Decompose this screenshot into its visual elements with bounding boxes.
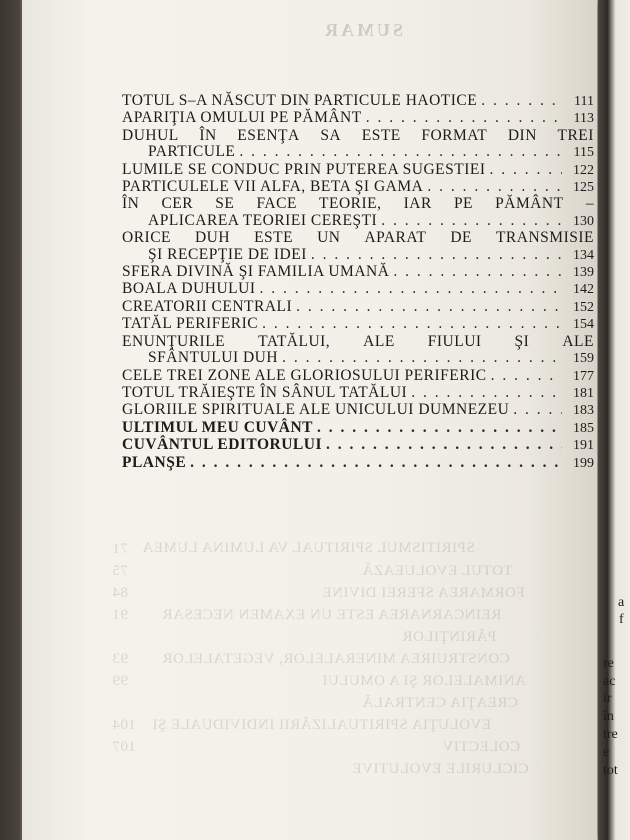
next-page-fragment: f xyxy=(619,612,624,627)
toc-entry xyxy=(122,281,594,298)
bleed-through-line: CICLURILE EVOLUTIVE xyxy=(352,761,529,777)
toc-entry xyxy=(122,420,594,437)
toc-entry-title: LUMILE SE CONDUC PRIN PUTEREA SUGESTIEI xyxy=(122,160,486,178)
bleed-through-page: 93 xyxy=(112,651,128,667)
toc-entry-title: PLANŞE xyxy=(122,453,187,471)
next-page-fragment: re xyxy=(603,656,614,671)
leader-dots xyxy=(326,437,562,453)
bleed-through-line: COLECTIV xyxy=(442,739,521,755)
toc-entry-page: 115 xyxy=(573,145,594,161)
next-page-fragment: în xyxy=(603,709,614,724)
toc-entry-title-line2: ŞI RECEPŢIE DE IDEI xyxy=(148,245,307,263)
toc-entry xyxy=(122,196,594,230)
toc-entry-page: 191 xyxy=(573,438,594,454)
toc-entry-title: PARTICULELE VII ALFA, BETA ŞI GAMA xyxy=(122,178,424,196)
toc-entry-page: 177 xyxy=(573,368,594,384)
toc-entry-title-line1: DUHUL ÎN ESENŢA SA ESTE FORMAT DIN TREI xyxy=(122,126,594,144)
toc-entry-title-line1: ORICE DUH ESTE UN APARAT DE TRANSMISIE xyxy=(122,229,594,247)
toc-entry xyxy=(122,402,594,419)
toc-entry-page: 181 xyxy=(573,385,594,401)
toc-entry xyxy=(122,455,594,472)
toc-entry xyxy=(122,179,594,196)
toc-entry-title-line1: ÎN CER SE FACE TEORIE, IAR PE PĂMÂNT – xyxy=(122,195,594,213)
bleed-through-page: 71 xyxy=(112,541,128,557)
leader-dots xyxy=(317,420,562,436)
bleed-through-line: CONSTRUIREA MINERALELOR, VEGETALELOR xyxy=(162,651,510,667)
next-page-fragment: tot xyxy=(603,763,618,778)
leader-dots xyxy=(282,350,562,366)
leader-dots xyxy=(411,385,562,401)
bleed-through-page: 107 xyxy=(112,739,136,755)
next-page-fragment: ac xyxy=(603,674,616,689)
toc-entry xyxy=(122,162,594,179)
leader-dots xyxy=(427,179,562,195)
toc-entry xyxy=(122,230,594,264)
leader-dots xyxy=(513,402,562,418)
toc-entry-page: 122 xyxy=(573,162,594,178)
leader-dots xyxy=(381,213,562,229)
toc-entry-page: 130 xyxy=(573,213,594,229)
leader-dots xyxy=(260,281,562,297)
leader-dots xyxy=(366,110,562,126)
table-of-contents xyxy=(122,93,594,472)
bleed-through-page: 99 xyxy=(112,673,128,689)
next-page-fragment: a xyxy=(618,595,625,610)
toc-entry-title: CREATORII CENTRALI xyxy=(122,297,293,315)
toc-entry-title-line2: PARTICULE xyxy=(148,143,236,161)
book-page xyxy=(22,0,597,840)
bleed-through-line: PĂRINŢILOR xyxy=(402,629,497,645)
toc-entry-title: TATĂL PERIFERIC xyxy=(122,315,259,333)
toc-entry-page: 185 xyxy=(573,420,594,436)
leader-dots xyxy=(481,93,562,109)
toc-entry-title-line2: APLICAREA TEORIEI CEREŞTI xyxy=(148,211,378,229)
bleed-through-line: EVOLUŢIA SPIRITUALIZĂRII INDIVIDUALE ŞI xyxy=(152,717,492,733)
toc-entry-page: 199 xyxy=(573,455,594,471)
toc-entry-title: BOALA DUHULUI xyxy=(122,280,256,298)
leader-dots xyxy=(491,368,562,384)
toc-entry xyxy=(122,334,594,368)
bleed-through-page: 91 xyxy=(112,607,128,623)
toc-entry xyxy=(122,299,594,316)
leader-dots xyxy=(393,264,562,280)
toc-entry-title-line2: SFÂNTULUI DUH xyxy=(148,349,279,367)
toc-entry-page: 113 xyxy=(573,111,594,127)
bleed-through-page: 84 xyxy=(112,585,128,601)
bleed-through-line: TOTUL EVOLUEAZĂ xyxy=(362,563,513,579)
bleed-through-title: SUMAR xyxy=(322,20,403,40)
leader-dots xyxy=(296,299,562,315)
toc-entry-title-line1: ENUNŢURILE TATĂLUI, ALE FIULUI ŞI ALE xyxy=(122,332,594,350)
toc-entry xyxy=(122,316,594,333)
toc-entry-page: 139 xyxy=(573,265,594,281)
next-page-fragment: ir xyxy=(603,691,612,706)
toc-entry-page: 134 xyxy=(573,247,594,263)
bleed-through-page: 75 xyxy=(112,563,128,579)
bleed-through-line: SPIRITISMUL SPIRITUAL VA LUMINA LUMEA xyxy=(142,540,475,556)
bleed-through-line: ANIMALELOR ŞI A OMULUI xyxy=(322,673,526,689)
toc-entry-page: 154 xyxy=(573,317,594,333)
toc-entry-title: GLORIILE SPIRITUALE ALE UNICULUI DUMNEZEU xyxy=(122,401,510,419)
bleed-through-page: 104 xyxy=(112,717,136,733)
toc-entry-page: 152 xyxy=(573,299,594,315)
toc-entry xyxy=(122,93,594,110)
next-page-fragment: e xyxy=(603,745,610,760)
toc-entry-page: 159 xyxy=(573,351,594,367)
toc-entry-title: CUVÂNTUL EDITORULUI xyxy=(122,436,322,454)
leader-dots xyxy=(190,455,562,471)
toc-entry-title: SFERA DIVINĂ ŞI FAMILIA UMANĂ xyxy=(122,263,390,281)
toc-entry xyxy=(122,437,594,454)
toc-entry-page: 183 xyxy=(573,403,594,419)
next-page-fragment: tre xyxy=(603,727,618,742)
toc-entry xyxy=(122,110,594,127)
toc-entry-title: TOTUL TRĂIEŞTE ÎN SÂNUL TATĂLUI xyxy=(122,383,408,401)
leader-dots xyxy=(262,316,562,332)
leader-dots xyxy=(239,144,562,160)
leader-dots xyxy=(311,247,562,263)
toc-entry xyxy=(122,385,594,402)
toc-entry-title: TOTUL S–A NĂSCUT DIN PARTICULE HAOTICE xyxy=(122,92,478,109)
toc-entry-page: 142 xyxy=(573,282,594,298)
bleed-through-line: FORMAREA SFEREI DIVINE xyxy=(322,585,525,601)
toc-entry-title: CELE TREI ZONE ALE GLORIOSULUI PERIFERIC xyxy=(122,366,487,384)
toc-entry-title: ULTIMUL MEU CUVÂNT xyxy=(122,418,314,436)
bleed-through-line: REINCARNAREA ESTE UN EXAMEN NECESAR xyxy=(162,607,502,623)
toc-entry-title: APARIŢIA OMULUI PE PĂMÂNT xyxy=(122,109,362,127)
toc-entry xyxy=(122,264,594,281)
toc-entry-page: 125 xyxy=(573,180,594,196)
toc-entry xyxy=(122,368,594,385)
toc-entry-page: 111 xyxy=(574,94,594,109)
bleed-through-line: CREAŢIA CENTRALĂ xyxy=(362,695,518,711)
toc-entry xyxy=(122,128,594,162)
leader-dots xyxy=(490,162,562,178)
